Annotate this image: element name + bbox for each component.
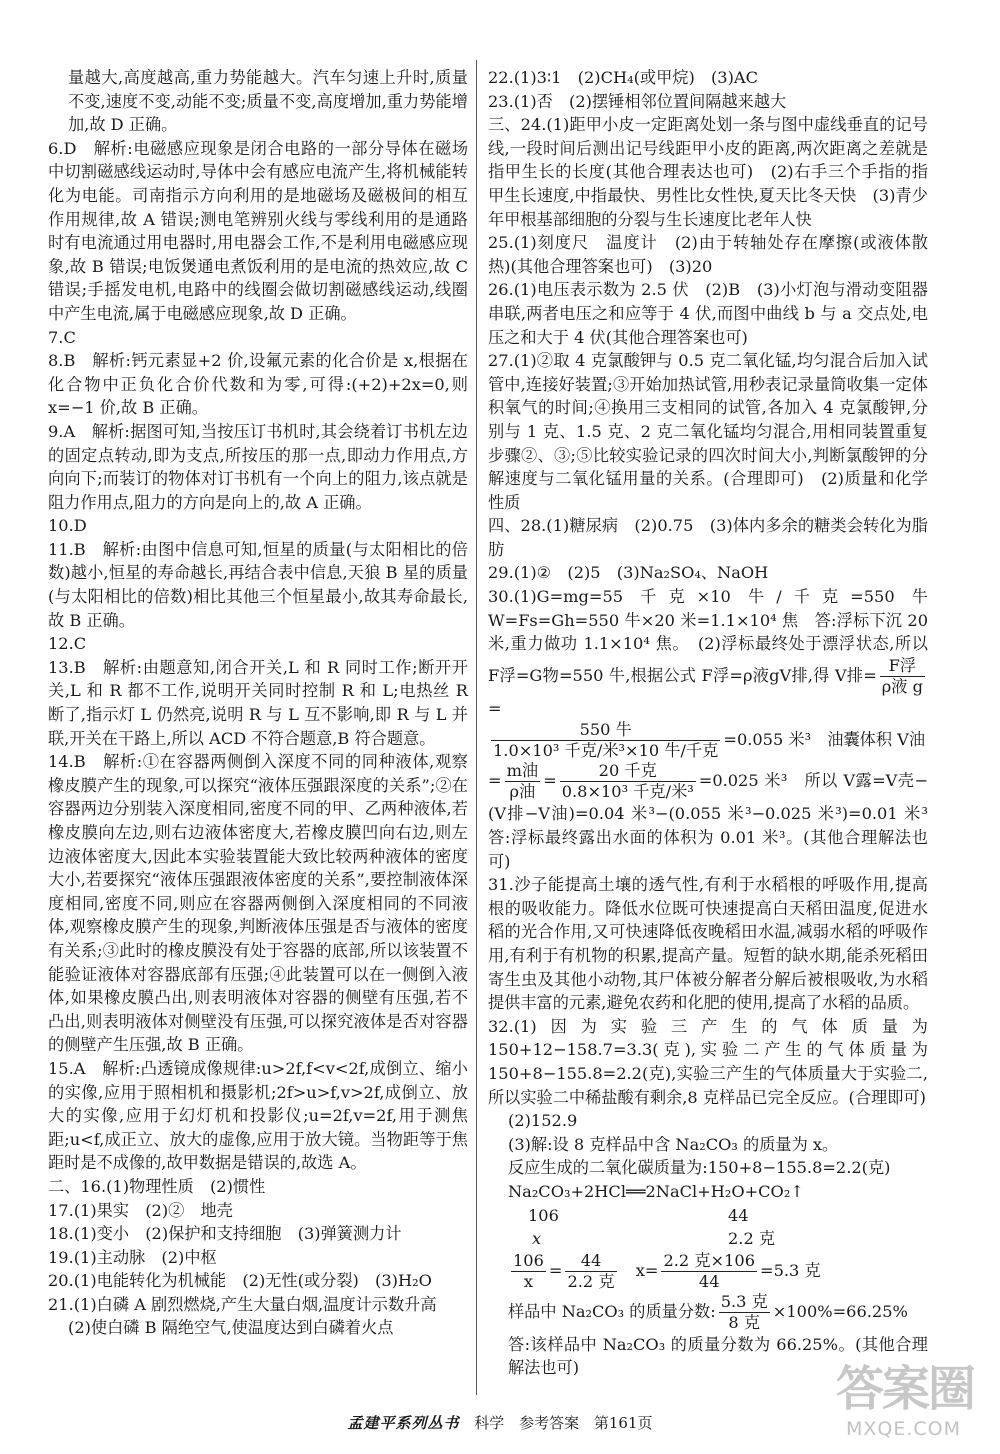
fraction-numerator: 44 xyxy=(565,1251,616,1272)
molar-mass-na2co3: 106 xyxy=(528,1205,559,1225)
fraction-f-over-rho xyxy=(880,656,925,697)
section-label: 参考答案 xyxy=(519,1414,580,1432)
answer-16: 二、16.(1)物理性质 (2)惯性 xyxy=(48,1176,266,1196)
answer-10: 10.D xyxy=(48,516,87,536)
fraction-numerator: 550 牛 xyxy=(491,720,720,741)
mass-fraction-line xyxy=(488,1292,928,1333)
answer-22: 22.(1)3∶1 (2)CH₄(或甲烷) (3)AC xyxy=(488,68,758,87)
answer-30-result-1: =0.055 米³ 油囊体积 V油 xyxy=(723,730,926,750)
equals-sign: = xyxy=(488,698,502,718)
answer-24: 三、24.(1)距甲小皮一定距离处划一条与图中虚线垂直的记号线,一段时间后测出记号线距甲小皮的距离,两次距离之差就是指甲生长的长度(其他合理表达也可) (2)右手三个手指的指甲生长速度,中指最快、男性比女性快,夏天比冬天快 (3)青少年甲根基部细胞的分裂与生长速度比老年人快 xyxy=(488,115,928,229)
equals-sign: = xyxy=(488,771,502,791)
mass-x: x xyxy=(532,1229,542,1249)
mass-fraction-label: 样品中 Na₂CO₃ 的质量分数: xyxy=(508,1301,716,1321)
left-column xyxy=(48,66,468,1340)
fraction-denominator: 2.2 克 xyxy=(567,1271,615,1291)
answer-30-text: 30.(1)G=mg=55 千克×10 牛/千克=550 牛 W=Fs=Gh=550 牛×20 米=1.1×10⁴ 焦 答:浮标下沉 20 米,重力做功 1.1×10⁴ 焦。 (2)浮标最终处于漂浮状态,所以 F浮=G物=550 牛,根据公式 F浮=ρ液gV排,得 V排= xyxy=(488,587,945,685)
answer-32-part3: (3)解:设 8 克样品中含 Na₂CO₃ 的质量为 x。 xyxy=(508,1134,839,1154)
answer-32-co2-mass: 反应生成的二氧化碳质量为:150+8−155.8=2.2(克) xyxy=(508,1158,891,1178)
answer-29: 29.(1)② (2)5 (3)Na₂SO₄、NaOH xyxy=(488,563,769,583)
answer-30-part2 xyxy=(488,720,928,761)
fraction-20-over xyxy=(560,761,696,802)
fraction-denominator: 8 克 xyxy=(728,1312,761,1332)
fraction-denominator: 0.8×10³ 千克/米³ xyxy=(561,782,694,802)
answer-19: 19.(1)主动脉 (2)中枢 xyxy=(48,1247,217,1267)
answer-32-part2: (2)152.9 xyxy=(508,1111,578,1131)
right-column xyxy=(488,66,945,1380)
answer-18: 18.(1)变小 (2)保护和支持细胞 (3)弹簧测力计 xyxy=(48,1224,402,1244)
fraction-numerator: 5.3 克 xyxy=(720,1291,768,1311)
series-name: 孟建平系列丛书 xyxy=(347,1414,460,1432)
answer-21-part2: (2)使白磷 B 隔绝空气,使温度达到白磷着火点 xyxy=(68,1318,394,1338)
fraction-denominator: 1.0×10³ 千克/米³×10 牛/千克 xyxy=(493,741,719,761)
column-divider xyxy=(476,60,477,1395)
answer-27: 27.(1)②取 4 克氯酸钾与 0.5 克二氧化锰,均匀混合后加入试管中,连接好装置;③开始加热试管,用秒表记录量筒收集一定体积氧气的时间;④换用三支相同的试管,各加入 4 克氯酸钾,分别与 1 克、1.5 克、2 克二氧化锰均匀混合,用相同装置重复步骤②、③;⑤比较实验记录的四次时间大小,判断氯酸钾的分解速度与二氧化锰用量的关系。(合理即可) (2)质量和化学性质 xyxy=(488,351,928,512)
answer-17: 17.(1)果实 (2)② 地壳 xyxy=(48,1200,233,1220)
fraction-numerator: m油 xyxy=(506,761,539,781)
answer-25: 25.(1)刻度尺 温度计 (2)由于转轴处存在摩擦(或液体散热)(其他合理答案也可) (3)20 xyxy=(488,233,928,276)
answer-30-part3: = $\frac{\text{m油}}{\text{ρ油}}$ = $\frac{\text{20 千克}}{\text{0.8×10³ 千克/米³}}$ =0.025 米³ 所以 V露=V壳−(V排−V油)=0.04 米³−(0.055 米³−0.025 米³)=0.01 米³ 答:浮标最终露出水面的体积为 0.01 米³。(其他合理解法也可) xyxy=(488,761,945,871)
answer-21-part1: 21.(1)白磷 A 剧烈燃烧,产生大量白烟,温度计示数升高 xyxy=(48,1294,437,1314)
fraction-44-over xyxy=(565,1251,616,1292)
answer-30-part1 xyxy=(488,585,945,720)
fraction-550-over xyxy=(491,720,720,761)
answer-28: 四、28.(1)糖尿病 (2)0.75 (3)体内多余的糖类会转化为脂肪 xyxy=(488,516,928,559)
page-number: 第161页 xyxy=(593,1414,653,1432)
answer-cont: 量越大,高度越高,重力势能越大。汽车匀速上升时,质量不变,速度不变,动能不变;质量不变,高度增加,重力势能增加,故 D 正确。 xyxy=(68,68,468,135)
fraction-numerator: 2.2 克×106 xyxy=(663,1250,755,1270)
answer-7: 7.C xyxy=(48,327,76,347)
answer-15: 15.A 解析:凸透镜成像规律:u>2f,f<v<2f,成倒立、缩小的实像,应用于照相机和摄影机;2f>u>f,v>2f,成倒立、放大的实像,应用于幻灯机和投影仪;u=2f,v=2f,用于测焦距;u<f,成正立、放大的虚像,应用于放大镜。当物距等于焦距时是不成像的,故甲数据是错误的,故选 A。 xyxy=(48,1058,468,1173)
equals-sign: = xyxy=(548,1260,563,1280)
subject-name: 科学 xyxy=(474,1414,505,1432)
fraction-5-3-over-8 xyxy=(719,1292,770,1333)
molar-mass-row xyxy=(488,1204,928,1228)
answer-26: 26.(1)电压表示数为 2.5 伏 (2)B (3)小灯泡与滑动变阻器串联,两者电压之和应等于 4 伏,而图中曲线 b 与 a 交点处,电压之和大于 4 伏(其他合理答案也可) xyxy=(488,280,928,347)
answer-9: 9.A 解析:据图可知,当按压订书机时,其会绕着订书机左边的固定点转动,即为支点,所按压的那一点,即动力作用点,方向向下;而装订的物体对订书机有一个向上的阻力,该点就是阻力作用点,阻力的方向是向上的,故 A 正确。 xyxy=(48,421,468,512)
answer-6: 6.D 解析:电磁感应现象是闭合电路的一部分导体在磁场中切割磁感线运动时,导体中会有感应电流产生,将机械能转化为电能。司南指示方向利用的是地磁场及磁极间的相互作用规律,故 A 错误;测电笔辨别火线与零线利用的是通路时有电流通过用电器时,用电器会工作,不是利用电磁感应现象,故 B 错误;电饭煲通电煮饭利用的是电流的热效应,故 C 错误;手摇发电机,电路中的线圈会做切割磁感线运动,线圈中产生电流,属于电磁感应现象,故 D 正确。 xyxy=(48,138,468,323)
answer-12: 12.C xyxy=(48,634,87,654)
x-result: =5.3 克 xyxy=(760,1260,821,1280)
answer-13: 13.B 解析:由题意知,闭合开关,L 和 R 同时工作;断开开关,L 和 R 都不工作,说明开关同时控制 R 和 L;电热丝 R 断了,指示灯 L 仍然亮,说明 R 与 L 互不影响,即 R 与 L 并联,开关在干路上,所以 ACD 不符合题意,B 符合题意。 xyxy=(48,657,468,748)
fraction-106-over-x xyxy=(511,1251,546,1292)
mass-fraction-result: ×100%=66.25% xyxy=(772,1301,908,1321)
chemical-equation: Na₂CO₃+2HCl══2NaCl+H₂O+CO₂↑ xyxy=(508,1181,804,1201)
answer-23: 23.(1)否 (2)摆锤相邻位置间隔越来越大 xyxy=(488,91,787,111)
proportion-equation xyxy=(488,1251,928,1292)
answer-20: 20.(1)电能转化为机械能 (2)无性(或分裂) (3)H₂O xyxy=(48,1271,432,1291)
fraction-denominator: 44 xyxy=(698,1271,720,1291)
fraction-denominator: ρ油 xyxy=(509,782,536,802)
mass-row xyxy=(488,1227,928,1251)
mass-co2: 2.2 克 xyxy=(728,1229,776,1249)
x-equals: x= xyxy=(619,1260,659,1280)
answer-11: 11.B 解析:由图中信息可知,恒星的质量(与太阳相比的倍数)越小,恒星的寿命越长,再结合表中信息,天狼 B 星的质量(与太阳相比的倍数)相比其他三个恒星最小,故其寿命最长,故 B 正确。 xyxy=(48,539,468,630)
fraction-denominator: ρ液 g xyxy=(881,676,923,696)
answer-14: 14.B 解析:①在容器两侧倒入深度不同的同种液体,观察橡皮膜产生的现象,可以探究“液体压强跟深度的关系”;②在容器两边分别装入深度相同,密度不同的甲、乙两种液体,若橡皮膜向左边,则右边液体密度大,若橡皮膜凹向右边,则左边液体密度大,因此本实验装置能大致比较两种液体的密度大小,若要探究“液体压强跟液体密度的关系”,要控制液体深度相同,密度不同,则应在容器两侧倒入深度相同的不同液体,观察橡皮膜产生的现象,判断液体压强是否与液体的密度有关系;③此时的橡皮膜没有处于容器的底部,所以该装置不能验证液体对容器底部有压强;④此装置可以在一侧倒入液体,如果橡皮膜凸出,则表明液体对容器的侧壁有压强,若不凸出,则表明液体对侧壁没有压强,可以探究液体是否对容器的侧壁产生压强,故 B 正确。 xyxy=(48,752,468,1055)
answer-32-final: 答:该样品中 Na₂CO₃ 的质量分数为 66.25%。(其他合理解法也可) xyxy=(508,1334,928,1378)
fraction-numerator: 106 xyxy=(513,1250,544,1270)
molar-mass-co2: 44 xyxy=(728,1205,749,1225)
fraction-denominator: x xyxy=(523,1271,534,1291)
answer-31: 31.沙子能提高土壤的透气性,有利于水稻根的呼吸作用,提高根的吸收能力。降低水位既可快速提高白天稻田温度,促进水稻的光合作用,又可快速降低夜晚稻田水温,减弱水稻的呼吸作用,有利于有机物的积累,提高产量。短暂的缺水期,能杀死稻田寄生虫及其他小动物,其尸体被分解者分解后被根吸收,为水稻提供丰富的元素,避免农药和化肥的使用,提高了水稻的品质。 xyxy=(488,875,928,1013)
fraction-m-over-rho xyxy=(505,761,541,802)
answer-30-result-2: =0.025 米³ 所以 V露=V壳−(V排−V油)=0.04 米³−(0.055 米³−0.025 米³)=0.01 米³ 答:浮标最终露出水面的体积为 0.01 米³。(其他合理解法也可) xyxy=(488,771,945,871)
fraction-solve-x xyxy=(661,1251,757,1292)
watermark-text: 答案圈 xyxy=(836,1361,975,1417)
answer-32-part1: 32.(1)因为实验三产生的气体质量为 150+12−158.7=3.3(克),实验二产生的气体质量为 150+8−155.8=2.2(克),实验三产生的气体质量大于实验二,所以实验二中稀盐酸有剩余,8 克样品已完全反应。(合理即可) xyxy=(488,1016,928,1107)
watermark-url: MXQE.COM xyxy=(846,1418,962,1440)
answer-8: 8.B 解析:钙元素显+2 价,设氟元素的化合价是 x,根据在化合物中正负化合价代数和为零,可得:(+2)+2x=0,则 x=−1 价,故 B 正确。 xyxy=(48,351,468,418)
watermark-logo xyxy=(832,1350,992,1450)
fraction-numerator: F浮 xyxy=(880,656,925,677)
fraction-numerator: 20 千克 xyxy=(560,761,696,782)
